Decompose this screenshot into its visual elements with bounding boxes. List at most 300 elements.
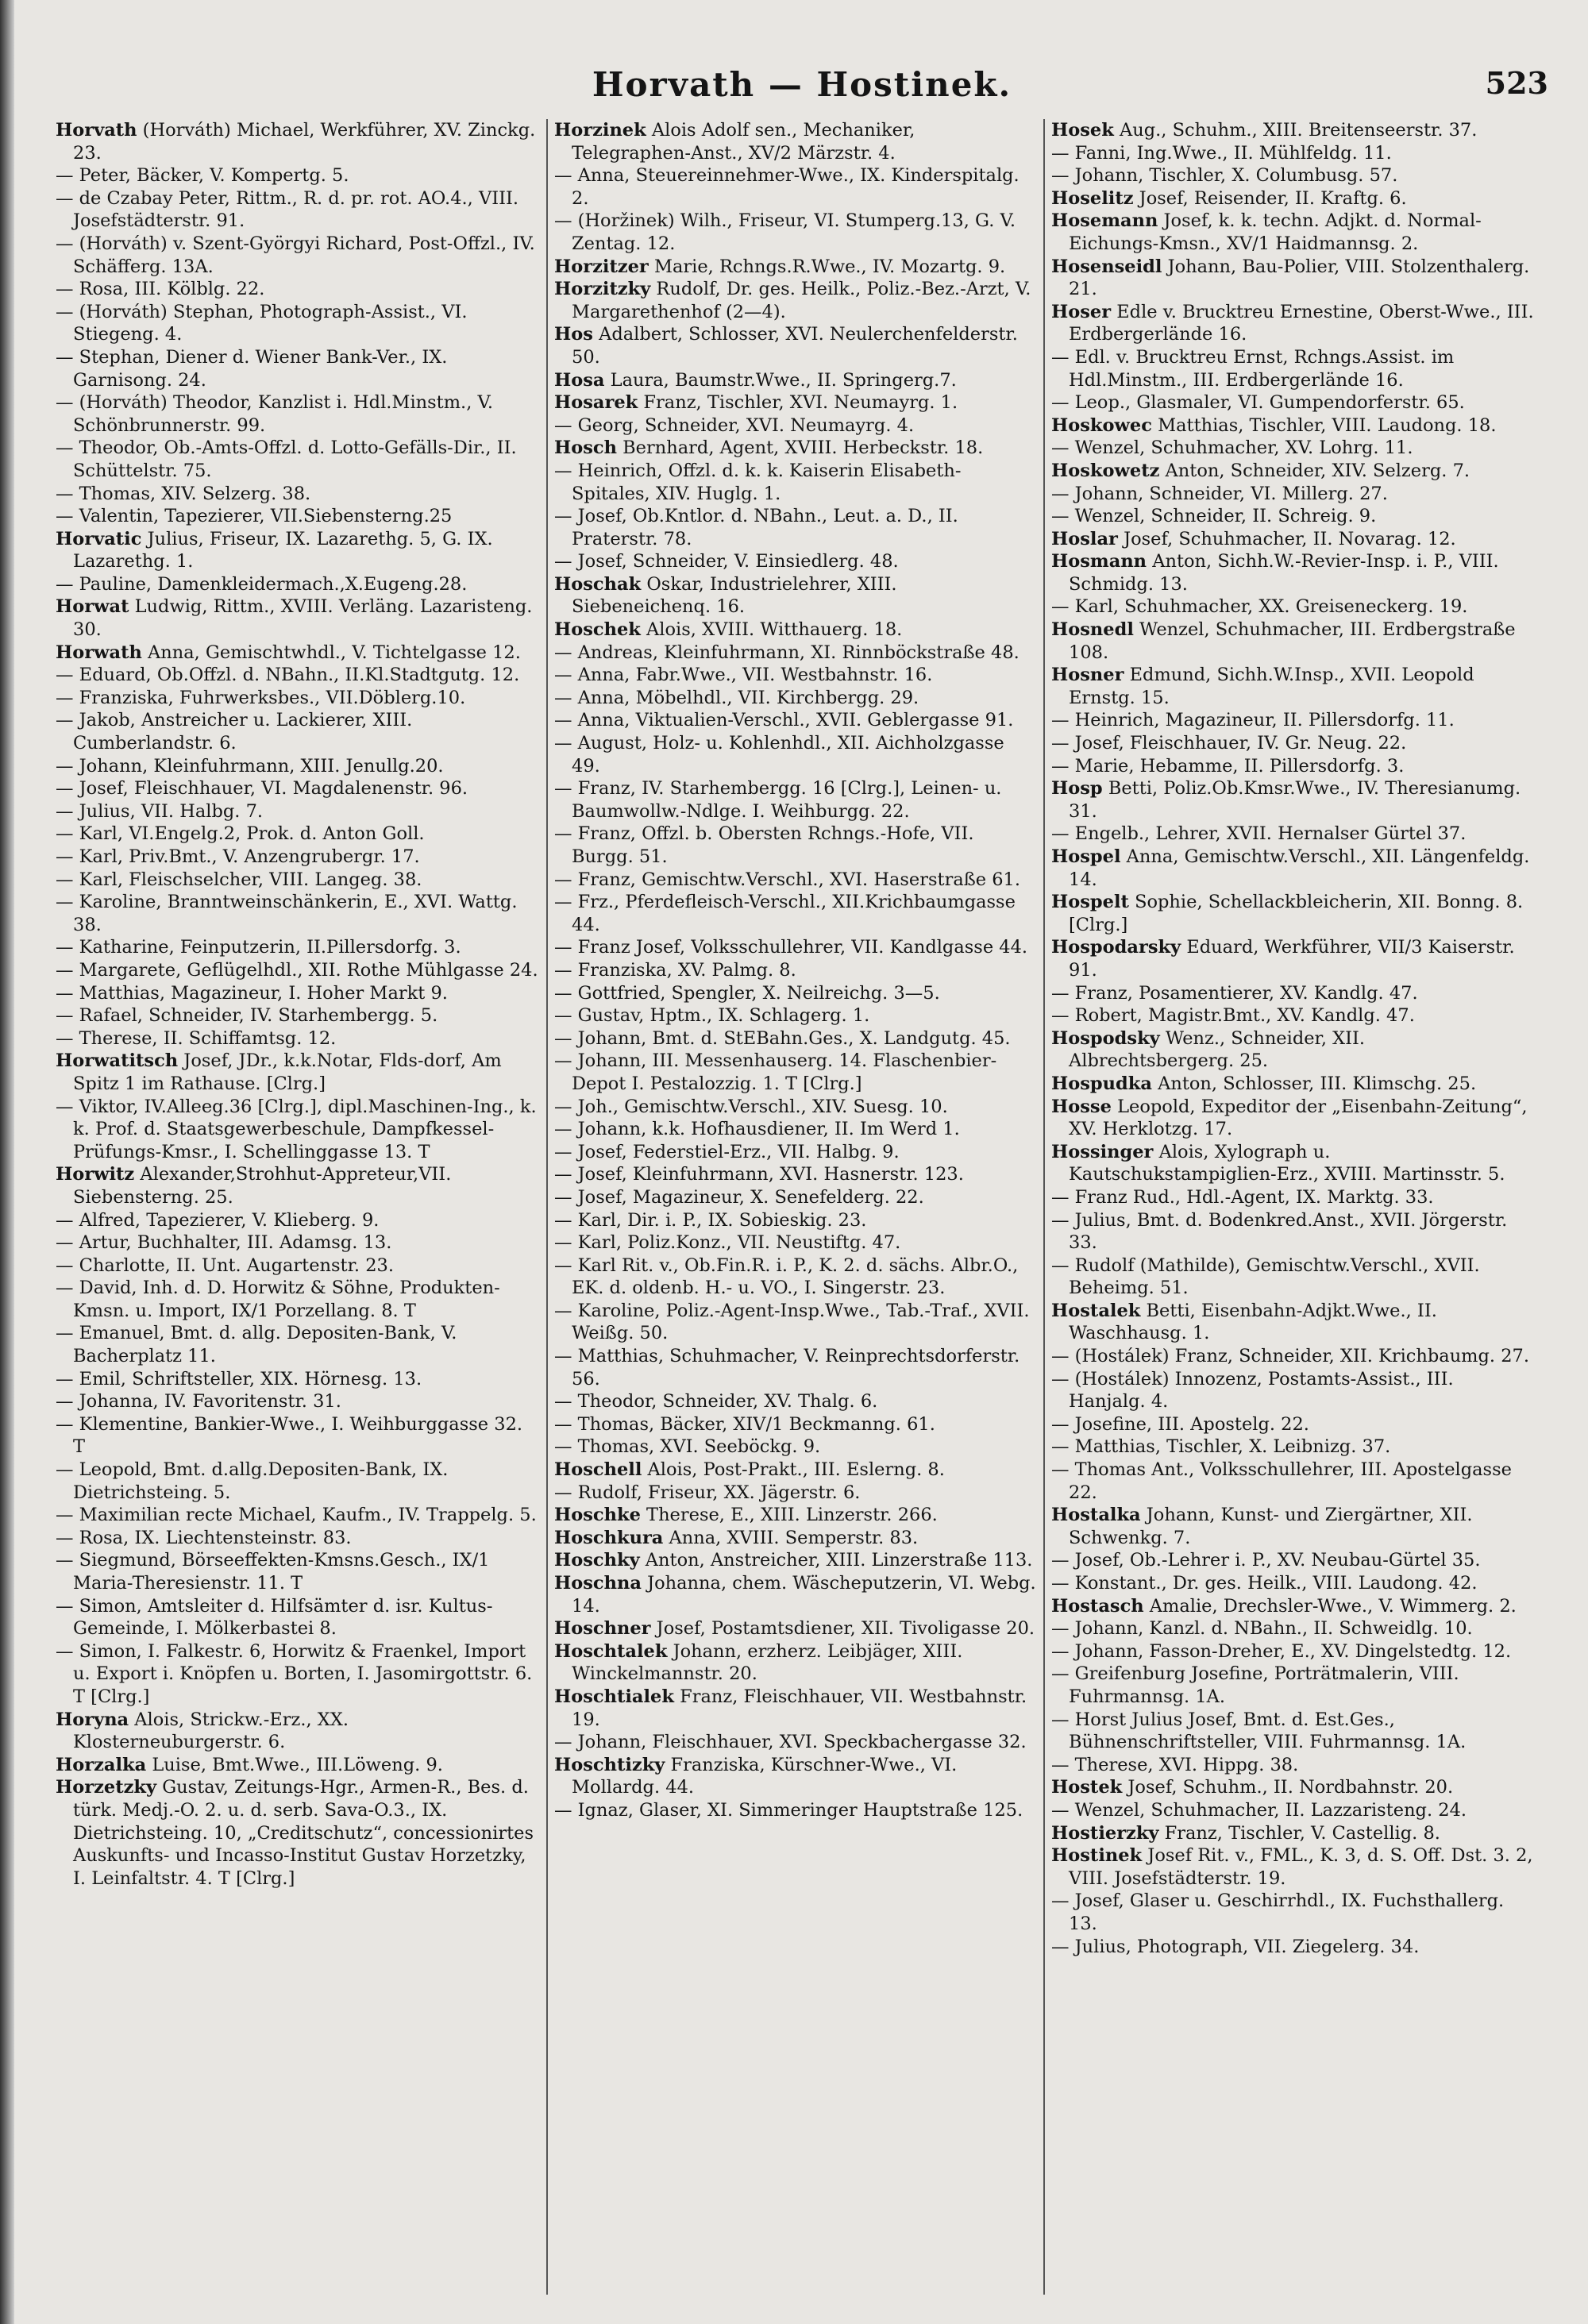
directory-entry xyxy=(1051,755,1534,778)
directory-entry xyxy=(56,164,540,187)
entry-text: Aug., Schuhm., XIII. Breitenseerstr. 37. xyxy=(1113,120,1478,141)
directory-entry xyxy=(1051,846,1534,891)
entry-text: — Karoline, Poliz.-Agent-Insp.Wwe., Tab.-Traf., XVII. Weißg. 50. xyxy=(554,1300,1030,1344)
directory-entry xyxy=(56,278,540,301)
directory-entry xyxy=(554,1482,1037,1505)
directory-entry xyxy=(56,959,540,982)
entry-text: — Engelb., Lehrer, XVII. Hernalser Gürtel 37. xyxy=(1051,823,1467,845)
directory-entry xyxy=(554,1050,1037,1095)
entry-surname: Horzinek xyxy=(554,120,646,141)
entry-text: Gustav, Zeitungs-Hgr., Armen-R., Bes. d. türk. Medj.-O. 2. u. d. serb. Sava-O.3., IX. Dietrichsteing. 10, „Creditschutz“, concessionirtes Auskunfts- und Incasso-Institut Gustav Horzetzky, I. Leinfaltstr. 4. T [Clrg.] xyxy=(73,1777,534,1889)
entry-surname: Horwitz xyxy=(56,1164,135,1185)
entry-text: — Charlotte, II. Unt. Augartenstr. 23. xyxy=(56,1254,394,1276)
directory-entry xyxy=(56,391,540,437)
entry-text: Josef, JDr., k.k.Notar, Flds-dorf, Am Spitz 1 im Rathause. [Clrg.] xyxy=(73,1050,502,1094)
entry-text: — Julius, Bmt. d. Bodenkred.Anst., XVII. Jörgerstr. 33. xyxy=(1051,1209,1508,1254)
directory-entry xyxy=(1051,414,1534,437)
entry-text: — Johann, Tischler, X. Columbusg. 57. xyxy=(1051,165,1398,187)
entry-text: — Artur, Buchhalter, III. Adamsg. 13. xyxy=(56,1232,392,1254)
column-2 xyxy=(546,119,1043,2295)
entry-text: — Gottfried, Spengler, X. Neilreichg. 3—5. xyxy=(554,982,940,1004)
entry-text: — Anna, Viktualien-Verschl., XVII. Geblergasse 91. xyxy=(554,710,1014,731)
directory-entry xyxy=(56,1413,540,1459)
directory-entry xyxy=(554,823,1037,868)
directory-entry xyxy=(1051,528,1534,551)
entry-text: — Franz, IV. Starhembergg. 16 [Clrg.], Leinen- u. Baumwollw.-Ndlge. I. Weihburgg. 22. xyxy=(554,778,1002,822)
entry-text: Anton, Anstreicher, XIII. Linzerstraße 113. xyxy=(639,1550,1033,1571)
directory-entry xyxy=(1051,823,1534,846)
entry-text: — (Horváth) Theodor, Kanzlist i. Hdl.Minstm., V. Schönbrunnerstr. 99. xyxy=(56,392,493,436)
entry-text: — Horst Julius Josef, Bmt. d. Est.Ges., Bühnenschriftsteller, VIII. Fuhrmannsg. 1A. xyxy=(1051,1709,1467,1753)
entry-text: — Karl Rit. v., Ob.Fin.R. i. P., K. 2. d. sächs. Albr.O., EK. d. oldenb. H.- u. VO., I. Singerstr. 23. xyxy=(554,1254,1019,1299)
directory-entry xyxy=(554,1300,1037,1345)
entry-surname: Horwat xyxy=(56,596,129,618)
entry-surname: Horzetzky xyxy=(56,1777,157,1798)
entry-surname: Hossinger xyxy=(1051,1141,1154,1162)
entry-text: — Karl, Poliz.Konz., VII. Neustiftg. 47. xyxy=(554,1232,901,1254)
directory-entry xyxy=(56,1776,540,1890)
directory-entry xyxy=(554,437,1037,460)
entry-text: Josef, Postamtsdiener, XII. Tivoligasse 20. xyxy=(650,1618,1035,1640)
directory-entry xyxy=(56,1527,540,1550)
directory-entry xyxy=(56,119,540,164)
directory-entry xyxy=(1051,1595,1534,1618)
entry-surname: Horvatic xyxy=(56,528,142,549)
entry-text: — Thomas Ant., Volksschullehrer, III. Apostelgasse 22. xyxy=(1051,1459,1512,1503)
entry-text: — Anna, Steuereinnehmer-Wwe., IX. Kinderspitalg. 2. xyxy=(554,165,1019,209)
directory-entry xyxy=(1051,1209,1534,1254)
directory-entry xyxy=(554,687,1037,710)
directory-entry xyxy=(1051,732,1534,755)
directory-entry xyxy=(554,1527,1037,1550)
entry-text: — Emanuel, Bmt. d. allg. Depositen-Bank, V. Bacherplatz 11. xyxy=(56,1323,457,1367)
directory-entry xyxy=(1051,1776,1534,1799)
directory-entry xyxy=(56,1277,540,1322)
directory-entry xyxy=(1051,1345,1534,1368)
entry-surname: Hosek xyxy=(1051,120,1114,141)
directory-entry xyxy=(554,709,1037,732)
entry-text: Adalbert, Schlosser, XVI. Neulerchenfelderstr. 50. xyxy=(572,324,1018,368)
directory-entry xyxy=(1051,1459,1534,1504)
entry-text: Wenzel, Schuhmacher, III. Erdbergstraße 108. xyxy=(1069,619,1516,663)
entry-text: — Simon, I. Falkestr. 6, Horwitz & Fraenkel, Import u. Export i. Knöpfen u. Borten, I. Jasomirgottstr. 6. T [Clrg.] xyxy=(56,1640,533,1707)
entry-text: — Ignaz, Glaser, XI. Simmeringer Hauptstraße 125. xyxy=(554,1799,1023,1821)
entry-text: — Konstant., Dr. ges. Heilk., VIII. Laudong. 42. xyxy=(1051,1573,1478,1594)
directory-entry xyxy=(1051,460,1534,483)
directory-entry xyxy=(1051,1822,1534,1845)
directory-entry xyxy=(554,642,1037,665)
entry-text: — (Hostálek) Franz, Schneider, XII. Krichbaumg. 27. xyxy=(1051,1346,1530,1367)
directory-entry xyxy=(1051,1709,1534,1754)
directory-entry xyxy=(1051,1936,1534,1959)
entry-text: — Karl, Dir. i. P., IX. Sobieskig. 23. xyxy=(554,1209,867,1231)
entry-text: — Josef, Kleinfuhrmann, XVI. Hasnerstr. 123. xyxy=(554,1164,964,1185)
directory-entry xyxy=(1051,164,1534,187)
directory-entry xyxy=(554,1686,1037,1731)
entry-surname: Hospodsky xyxy=(1051,1027,1160,1049)
entry-text: Ludwig, Rittm., XVIII. Verläng. Lazaristeng. 30. xyxy=(73,596,533,641)
entry-surname: Hospodarsky xyxy=(1051,937,1181,958)
entry-text: Franz, Tischler, V. Castellig. 8. xyxy=(1158,1822,1440,1844)
directory-entry xyxy=(554,1459,1037,1482)
entry-text: Alois, Xylograph u. Kautschukstampiglien-Erz., XVIII. Martinsstr. 5. xyxy=(1069,1141,1505,1185)
directory-entry xyxy=(56,891,540,936)
directory-entry xyxy=(56,437,540,482)
entry-text: — Rudolf, Friseur, XX. Jägerstr. 6. xyxy=(554,1482,861,1503)
entry-surname: Horzalka xyxy=(56,1754,147,1775)
directory-entry xyxy=(1051,1254,1534,1300)
entry-text: Edle v. Brucktreu Ernestine, Oberst-Wwe., III. Erdbergerlände 16. xyxy=(1069,301,1534,345)
directory-entry xyxy=(56,1209,540,1232)
directory-entry xyxy=(554,323,1037,368)
entry-text: — Franziska, Fuhrwerksbes., VII.Döblerg.10. xyxy=(56,687,466,708)
entry-text: Alois, Post-Prakt., III. Eslerng. 8. xyxy=(642,1459,945,1481)
entry-text: — Anna, Möbelhdl., VII. Kirchbergg. 29. xyxy=(554,687,919,708)
entry-text: Anna, XVIII. Semperstr. 83. xyxy=(663,1527,919,1548)
running-title: Horvath — Hostinek. xyxy=(592,65,1012,104)
entry-text: — Josef, Ob.Kntlor. d. NBahn., Leut. a. D., II. Praterstr. 78. xyxy=(554,506,958,549)
directory-entry xyxy=(554,1436,1037,1459)
entry-text: — Karl, Schuhmacher, XX. Greiseneckerg. 19. xyxy=(1051,596,1468,618)
entry-text: Anton, Schneider, XIV. Selzerg. 7. xyxy=(1159,460,1470,481)
directory-entry xyxy=(554,1004,1037,1027)
entry-text: Marie, Rchngs.R.Wwe., IV. Mozartg. 9. xyxy=(648,256,1006,277)
directory-entry xyxy=(1051,301,1534,346)
entry-text: Betti, Poliz.Ob.Kmsr.Wwe., IV. Theresianumg. 31. xyxy=(1069,778,1521,822)
entry-text: — Heinrich, Offzl. d. k. k. Kaiserin Elisabeth-Spitales, XIV. Huglg. 1. xyxy=(554,460,962,504)
directory-entry xyxy=(56,1163,540,1208)
entry-text: — Klementine, Bankier-Wwe., I. Weihburggasse 32. T xyxy=(56,1413,523,1458)
entry-text: Johann, erzherz. Leibjäger, XIII. Winckelmannstr. 20. xyxy=(572,1640,963,1685)
directory-entry xyxy=(56,687,540,710)
entry-text: Oskar, Industrielehrer, XIII. Siebeneichenq. 16. xyxy=(572,573,897,618)
entry-text: — David, Inh. d. D. Horwitz & Söhne, Produkten-Kmsn. u. Import, IX/1 Porzellang. 8. T xyxy=(56,1278,500,1321)
entry-text: — (Horžinek) Wilh., Friseur, VI. Stumperg.13, G. V. Zentag. 12. xyxy=(554,210,1016,254)
directory-entry xyxy=(56,846,540,869)
entry-surname: Hosemann xyxy=(1051,210,1158,232)
directory-entry xyxy=(56,233,540,278)
directory-entry xyxy=(1051,119,1534,142)
entry-text: — Matthias, Tischler, X. Leibnizg. 37. xyxy=(1051,1436,1391,1458)
entry-text: — Julius, Photograph, VII. Ziegelerg. 34. xyxy=(1051,1936,1420,1957)
directory-entry xyxy=(554,959,1037,982)
entry-surname: Hosp xyxy=(1051,778,1103,800)
directory-entry xyxy=(554,573,1037,619)
directory-entry xyxy=(1051,1549,1534,1572)
entry-text: — Georg, Schneider, XVI. Neumayrg. 4. xyxy=(554,414,915,436)
directory-entry xyxy=(554,936,1037,959)
entry-surname: Hosner xyxy=(1051,665,1124,686)
entry-text: — Wenzel, Schuhmacher, II. Lazzaristeng. 24. xyxy=(1051,1799,1467,1821)
directory-entry xyxy=(1051,1027,1534,1073)
entry-text: — Matthias, Schuhmacher, V. Reinprechtsdorferstr. 56. xyxy=(554,1346,1020,1389)
directory-entry xyxy=(554,1118,1037,1141)
directory-entry xyxy=(1051,187,1534,210)
directory-entry xyxy=(1051,1754,1534,1777)
directory-entry xyxy=(554,1231,1037,1254)
entry-text: — Johann, Fleischhauer, XVI. Speckbachergasse 32. xyxy=(554,1732,1027,1753)
directory-entry xyxy=(554,1572,1037,1617)
entry-text: — Franz, Posamentierer, XV. Kandlg. 47. xyxy=(1051,982,1418,1004)
directory-entry xyxy=(56,595,540,641)
entry-text: Wenz., Schneider, XII. Albrechtsbergerg. 25. xyxy=(1069,1027,1366,1072)
directory-entry xyxy=(554,391,1037,414)
entry-surname: Hostalka xyxy=(1051,1505,1141,1526)
directory-entry xyxy=(554,1141,1037,1164)
entry-text: Anton, Sichh.W.-Revier-Insp. i. P., VIII. Schmidg. 13. xyxy=(1069,551,1499,595)
directory-entry xyxy=(1051,1572,1534,1595)
directory-entry xyxy=(1051,1617,1534,1640)
entry-text: — Johanna, IV. Favoritenstr. 31. xyxy=(56,1391,341,1413)
directory-entry xyxy=(56,800,540,823)
directory-entry xyxy=(56,709,540,754)
entry-text: Josef Rit. v., FML., K. 3, d. S. Off. Dst. 3. 2, VIII. Josefstädterstr. 19. xyxy=(1069,1845,1533,1889)
directory-entry xyxy=(554,1096,1037,1119)
entry-surname: Hostasch xyxy=(1051,1595,1144,1617)
directory-entry xyxy=(56,1709,540,1754)
entry-text: — Maximilian recte Michael, Kaufm., IV. Trappelg. 5. xyxy=(56,1505,537,1526)
entry-surname: Horvath xyxy=(56,120,137,141)
directory-entry xyxy=(554,1186,1037,1209)
entry-text: — Therese, II. Schiffamtsg. 12. xyxy=(56,1027,337,1049)
entry-text: Therese, E., XIII. Linzerstr. 266. xyxy=(640,1505,938,1526)
entry-text: Leopold, Expeditor der „Eisenbahn-Zeitung“, XV. Herklotzg. 17. xyxy=(1069,1096,1528,1140)
entry-text: Franziska, Kürschner-Wwe., VI. Mollardg. 44. xyxy=(572,1754,958,1798)
entry-surname: Hoschell xyxy=(554,1459,642,1481)
directory-entry xyxy=(56,1231,540,1254)
directory-entry xyxy=(1051,709,1534,732)
entry-text: Matthias, Tischler, VIII. Laudong. 18. xyxy=(1151,414,1497,436)
entry-text: — (Horváth) v. Szent-Györgyi Richard, Post-Offzl., IV. Schäfferg. 13A. xyxy=(56,233,535,277)
entry-text: — Karl, Fleischselcher, VIII. Langeg. 38. xyxy=(56,869,422,890)
directory-entry xyxy=(554,1413,1037,1436)
entry-text: Laura, Baumstr.Wwe., II. Springerg.7. xyxy=(604,369,957,391)
entry-surname: Hoschkura xyxy=(554,1527,664,1548)
directory-entry xyxy=(1051,1663,1534,1708)
entry-text: — Edl. v. Brucktreu Ernst, Rchngs.Assist. im Hdl.Minstm., III. Erdbergerlände 16. xyxy=(1051,346,1455,391)
entry-text: Bernhard, Agent, XVIII. Herbeckstr. 18. xyxy=(617,437,984,459)
entry-text: — Theodor, Ob.-Amts-Offzl. d. Lotto-Gefälls-Dir., II. Schüttelstr. 75. xyxy=(56,437,517,481)
entry-text: — Leopold, Bmt. d.allg.Depositen-Bank, IX. Dietrichsteing. 5. xyxy=(56,1459,449,1503)
entry-text: — Josef, Magazineur, X. Senefelderg. 22. xyxy=(554,1186,924,1208)
directory-entry xyxy=(1051,437,1534,460)
directory-entry xyxy=(1051,1073,1534,1096)
entry-surname: Hoschner xyxy=(554,1618,651,1640)
entry-text: — Franz Rud., Hdl.-Agent, IX. Marktg. 33. xyxy=(1051,1186,1434,1208)
entry-text: — Rudolf (Mathilde), Gemischtw.Verschl., XVII. Beheimg. 51. xyxy=(1051,1254,1480,1299)
directory-entry xyxy=(1051,1300,1534,1345)
entry-surname: Hoschtialek xyxy=(554,1686,674,1707)
entry-text: — Rafael, Schneider, IV. Starhembergg. 5. xyxy=(56,1005,438,1027)
entry-text: — Wenzel, Schuhmacher, XV. Lohrg. 11. xyxy=(1051,437,1413,459)
directory-entry xyxy=(1051,391,1534,414)
directory-entry xyxy=(56,1390,540,1413)
entry-text: — Rosa, III. Kölblg. 22. xyxy=(56,279,265,300)
directory-entry xyxy=(56,664,540,687)
directory-entry xyxy=(1051,1186,1534,1209)
entry-text: — Johann, III. Messenhauserg. 14. Flaschenbier-Depot I. Pestalozzig. 1. T [Clrg.] xyxy=(554,1050,997,1094)
entry-text: Julius, Friseur, IX. Lazarethg. 5, G. IX. Lazarethg. 1. xyxy=(73,528,493,572)
directory-entry xyxy=(1051,256,1534,301)
entry-text: — Matthias, Magazineur, I. Hoher Markt 9. xyxy=(56,982,448,1004)
entry-text: — Viktor, IV.Alleeg.36 [Clrg.], dipl.Maschinen-Ing., k. k. Prof. d. Staatsgewerbeschule, Dampfkessel-Prüfungs-Kmsr., I. Schellinggasse 13. T xyxy=(56,1096,537,1162)
entry-text: — Eduard, Ob.Offzl. d. NBahn., II.Kl.Stadtgutg. 12. xyxy=(56,665,520,686)
directory-entry xyxy=(554,119,1037,164)
directory-entry xyxy=(56,1549,540,1594)
entry-text: Anton, Schlosser, III. Klimschg. 25. xyxy=(1151,1073,1477,1094)
directory-entry xyxy=(56,1504,540,1527)
entry-text: — Gustav, Hptm., IX. Schlagerg. 1. xyxy=(554,1005,870,1027)
entry-text: — Stephan, Diener d. Wiener Bank-Ver., IX. Garnisong. 24. xyxy=(56,346,448,391)
column-3 xyxy=(1043,119,1540,2295)
entry-surname: Horyna xyxy=(56,1709,129,1730)
directory-entry xyxy=(56,1459,540,1504)
entry-surname: Hoslar xyxy=(1051,528,1118,549)
entry-text: Betti, Eisenbahn-Adjkt.Wwe., II. Waschhausg. 1. xyxy=(1069,1300,1437,1344)
directory-entry xyxy=(554,1504,1037,1527)
entry-text: Amalie, Drechsler-Wwe., V. Wimmerg. 2. xyxy=(1143,1595,1517,1617)
entry-surname: Hosa xyxy=(554,369,605,391)
directory-entry xyxy=(554,1027,1037,1050)
directory-entry xyxy=(1051,936,1534,981)
directory-entry xyxy=(56,869,540,892)
entry-text: — Josefine, III. Apostelg. 22. xyxy=(1051,1413,1309,1435)
directory-entry xyxy=(554,1617,1037,1640)
entry-surname: Horzitzky xyxy=(554,279,651,300)
directory-entry xyxy=(1051,595,1534,619)
directory-entry xyxy=(554,1163,1037,1186)
directory-entry xyxy=(1051,1368,1534,1413)
entry-text: — Josef, Glaser u. Geschirrhdl., IX. Fuchsthallerg. 13. xyxy=(1051,1890,1505,1934)
entry-text: — Frz., Pferdefleisch-Verschl., XII.Krichbaumgasse 44. xyxy=(554,892,1016,935)
page-number: 523 xyxy=(1485,65,1548,101)
entry-text: — Pauline, Damenkleidermach.,X.Eugeng.28. xyxy=(56,573,468,595)
directory-entry xyxy=(554,664,1037,687)
directory-entry xyxy=(56,1027,540,1050)
entry-text: — Josef, Federstiel-Erz., VII. Halbg. 9. xyxy=(554,1141,900,1162)
entry-text: — Johann, k.k. Hofhausdiener, II. Im Werd 1. xyxy=(554,1119,960,1140)
entry-text: — Josef, Ob.-Lehrer i. P., XV. Neubau-Gürtel 35. xyxy=(1051,1550,1481,1571)
entry-text: Eduard, Werkführer, VII/3 Kaiserstr. 91. xyxy=(1069,937,1515,981)
entry-text: — Karl, Priv.Bmt., V. Anzengrubergr. 17. xyxy=(56,846,420,867)
entry-text: — Margarete, Geflügelhdl., XII. Rothe Mühlgasse 24. xyxy=(56,959,538,981)
directory-entry xyxy=(1051,777,1534,823)
entry-text: — Thomas, Bäcker, XIV/1 Beckmanng. 61. xyxy=(554,1413,935,1435)
entry-text: — Johann, Bmt. d. StEBahn.Ges., X. Landgutg. 45. xyxy=(554,1027,1011,1049)
entry-surname: Hospudka xyxy=(1051,1073,1152,1094)
entry-text: — August, Holz- u. Kohlenhdl., XII. Aichholzgasse 49. xyxy=(554,733,1004,777)
entry-surname: Hoschtizky xyxy=(554,1754,665,1775)
directory-entry xyxy=(56,528,540,573)
directory-entry xyxy=(1051,982,1534,1005)
entry-text: — Rosa, IX. Liechtensteinstr. 83. xyxy=(56,1527,352,1548)
entry-text: — Josef, Fleischhauer, VI. Magdalenenstr. 96. xyxy=(56,778,468,800)
directory-entry xyxy=(56,1754,540,1777)
entry-surname: Hosenseidl xyxy=(1051,256,1162,277)
directory-entry xyxy=(56,1050,540,1095)
directory-entry xyxy=(1051,1844,1534,1890)
directory-entry xyxy=(554,164,1037,210)
entry-surname: Hoskowec xyxy=(1051,414,1152,436)
entry-text: — Leop., Glasmaler, VI. Gumpendorferstr. 65. xyxy=(1051,392,1465,414)
entry-text: — Emil, Schriftsteller, XIX. Hörnesg. 13. xyxy=(56,1368,422,1389)
entry-text: — Franziska, XV. Palmg. 8. xyxy=(554,959,796,981)
entry-surname: Hosse xyxy=(1051,1096,1112,1117)
directory-entry xyxy=(1051,1141,1534,1186)
entry-text: Anna, Gemischtw.Verschl., XII. Längenfeldg. 14. xyxy=(1069,846,1530,890)
entry-text: — Marie, Hebamme, II. Pillersdorfg. 3. xyxy=(1051,755,1405,777)
directory-entry xyxy=(1051,210,1534,255)
directory-entry xyxy=(554,1799,1037,1822)
entry-surname: Hosmann xyxy=(1051,551,1147,572)
directory-entry xyxy=(554,1390,1037,1413)
entry-surname: Hos xyxy=(554,324,593,345)
entry-text: Franz, Fleischhauer, VII. Westbahnstr. 19. xyxy=(572,1686,1027,1730)
directory-entry xyxy=(554,1640,1037,1686)
entry-text: Johanna, chem. Wäscheputzerin, VI. Webg. 14. xyxy=(572,1573,1036,1617)
entry-text: — (Hostálek) Innozenz, Postamts-Assist., III. Hanjalg. 4. xyxy=(1051,1368,1454,1413)
entry-text: — Julius, VII. Halbg. 7. xyxy=(56,800,264,822)
entry-text: Johann, Bau-Polier, VIII. Stolzenthalerg. 21. xyxy=(1069,256,1530,300)
entry-surname: Hosnedl xyxy=(1051,619,1134,641)
entry-surname: Hoschke xyxy=(554,1505,641,1526)
entry-text: — Johann, Kanzl. d. NBahn., II. Schweidlg. 10. xyxy=(1051,1618,1473,1640)
directory-entry xyxy=(1051,1436,1534,1459)
entry-text: — Johann, Fasson-Dreher, E., XV. Dingelstedtg. 12. xyxy=(1051,1640,1512,1662)
entry-text: — Johann, Schneider, VI. Millerg. 27. xyxy=(1051,483,1388,504)
directory-entry xyxy=(554,256,1037,279)
directory-entry xyxy=(554,777,1037,823)
directory-entry xyxy=(56,777,540,800)
entry-surname: Hostalek xyxy=(1051,1300,1141,1321)
directory-entry xyxy=(554,1345,1037,1390)
directory-entry xyxy=(56,642,540,665)
directory-entry xyxy=(56,823,540,846)
entry-text: Luise, Bmt.Wwe., III.Löweng. 9. xyxy=(146,1754,443,1775)
directory-entry xyxy=(56,936,540,959)
directory-entry xyxy=(554,982,1037,1005)
entry-surname: Horzitzer xyxy=(554,256,649,277)
entry-text: — de Czabay Peter, Rittm., R. d. pr. rot. AO.4., VIII. Josefstädterstr. 91. xyxy=(56,187,519,232)
entry-surname: Hospelt xyxy=(1051,892,1129,913)
entry-text: — Fanni, Ing.Wwe., II. Mühlfeldg. 11. xyxy=(1051,142,1392,164)
entry-text: — Anna, Fabr.Wwe., VII. Westbahnstr. 16. xyxy=(554,665,933,686)
directory-entry xyxy=(56,982,540,1005)
entry-text: Alois, Strickw.-Erz., XX. Klosterneuburgerstr. 6. xyxy=(73,1709,349,1753)
entry-text: — Simon, Amtsleiter d. Hilfsämter d. isr. Kultus-Gemeinde, I. Mölkerbastei 8. xyxy=(56,1595,493,1640)
directory-entry xyxy=(1051,346,1534,391)
directory-entry xyxy=(554,1731,1037,1754)
directory-entry xyxy=(554,414,1037,437)
directory-entry xyxy=(554,1209,1037,1232)
entry-surname: Hospel xyxy=(1051,846,1121,867)
directory-entry xyxy=(1051,1890,1534,1935)
directory-entry xyxy=(554,369,1037,392)
entry-text: (Horváth) Michael, Werkführer, XV. Zinckg. 23. xyxy=(73,120,536,164)
directory-entry xyxy=(56,1096,540,1164)
entry-text: — Franz, Offzl. b. Obersten Rchngs.-Hofe, VII. Burgg. 51. xyxy=(554,823,974,867)
directory-entry xyxy=(554,1254,1037,1300)
entry-text: Johann, Kunst- und Ziergärtner, XII. Schwenkg. 7. xyxy=(1069,1505,1473,1548)
entry-text: Josef, Schuhmacher, II. Novarag. 12. xyxy=(1117,528,1456,549)
directory-entry xyxy=(554,210,1037,255)
directory-entry xyxy=(56,483,540,506)
entry-surname: Hoschtalek xyxy=(554,1640,668,1662)
directory-entry xyxy=(554,891,1037,936)
directory-entry xyxy=(56,1595,540,1640)
directory-entry xyxy=(1051,505,1534,528)
entry-surname: Hoschek xyxy=(554,619,641,641)
